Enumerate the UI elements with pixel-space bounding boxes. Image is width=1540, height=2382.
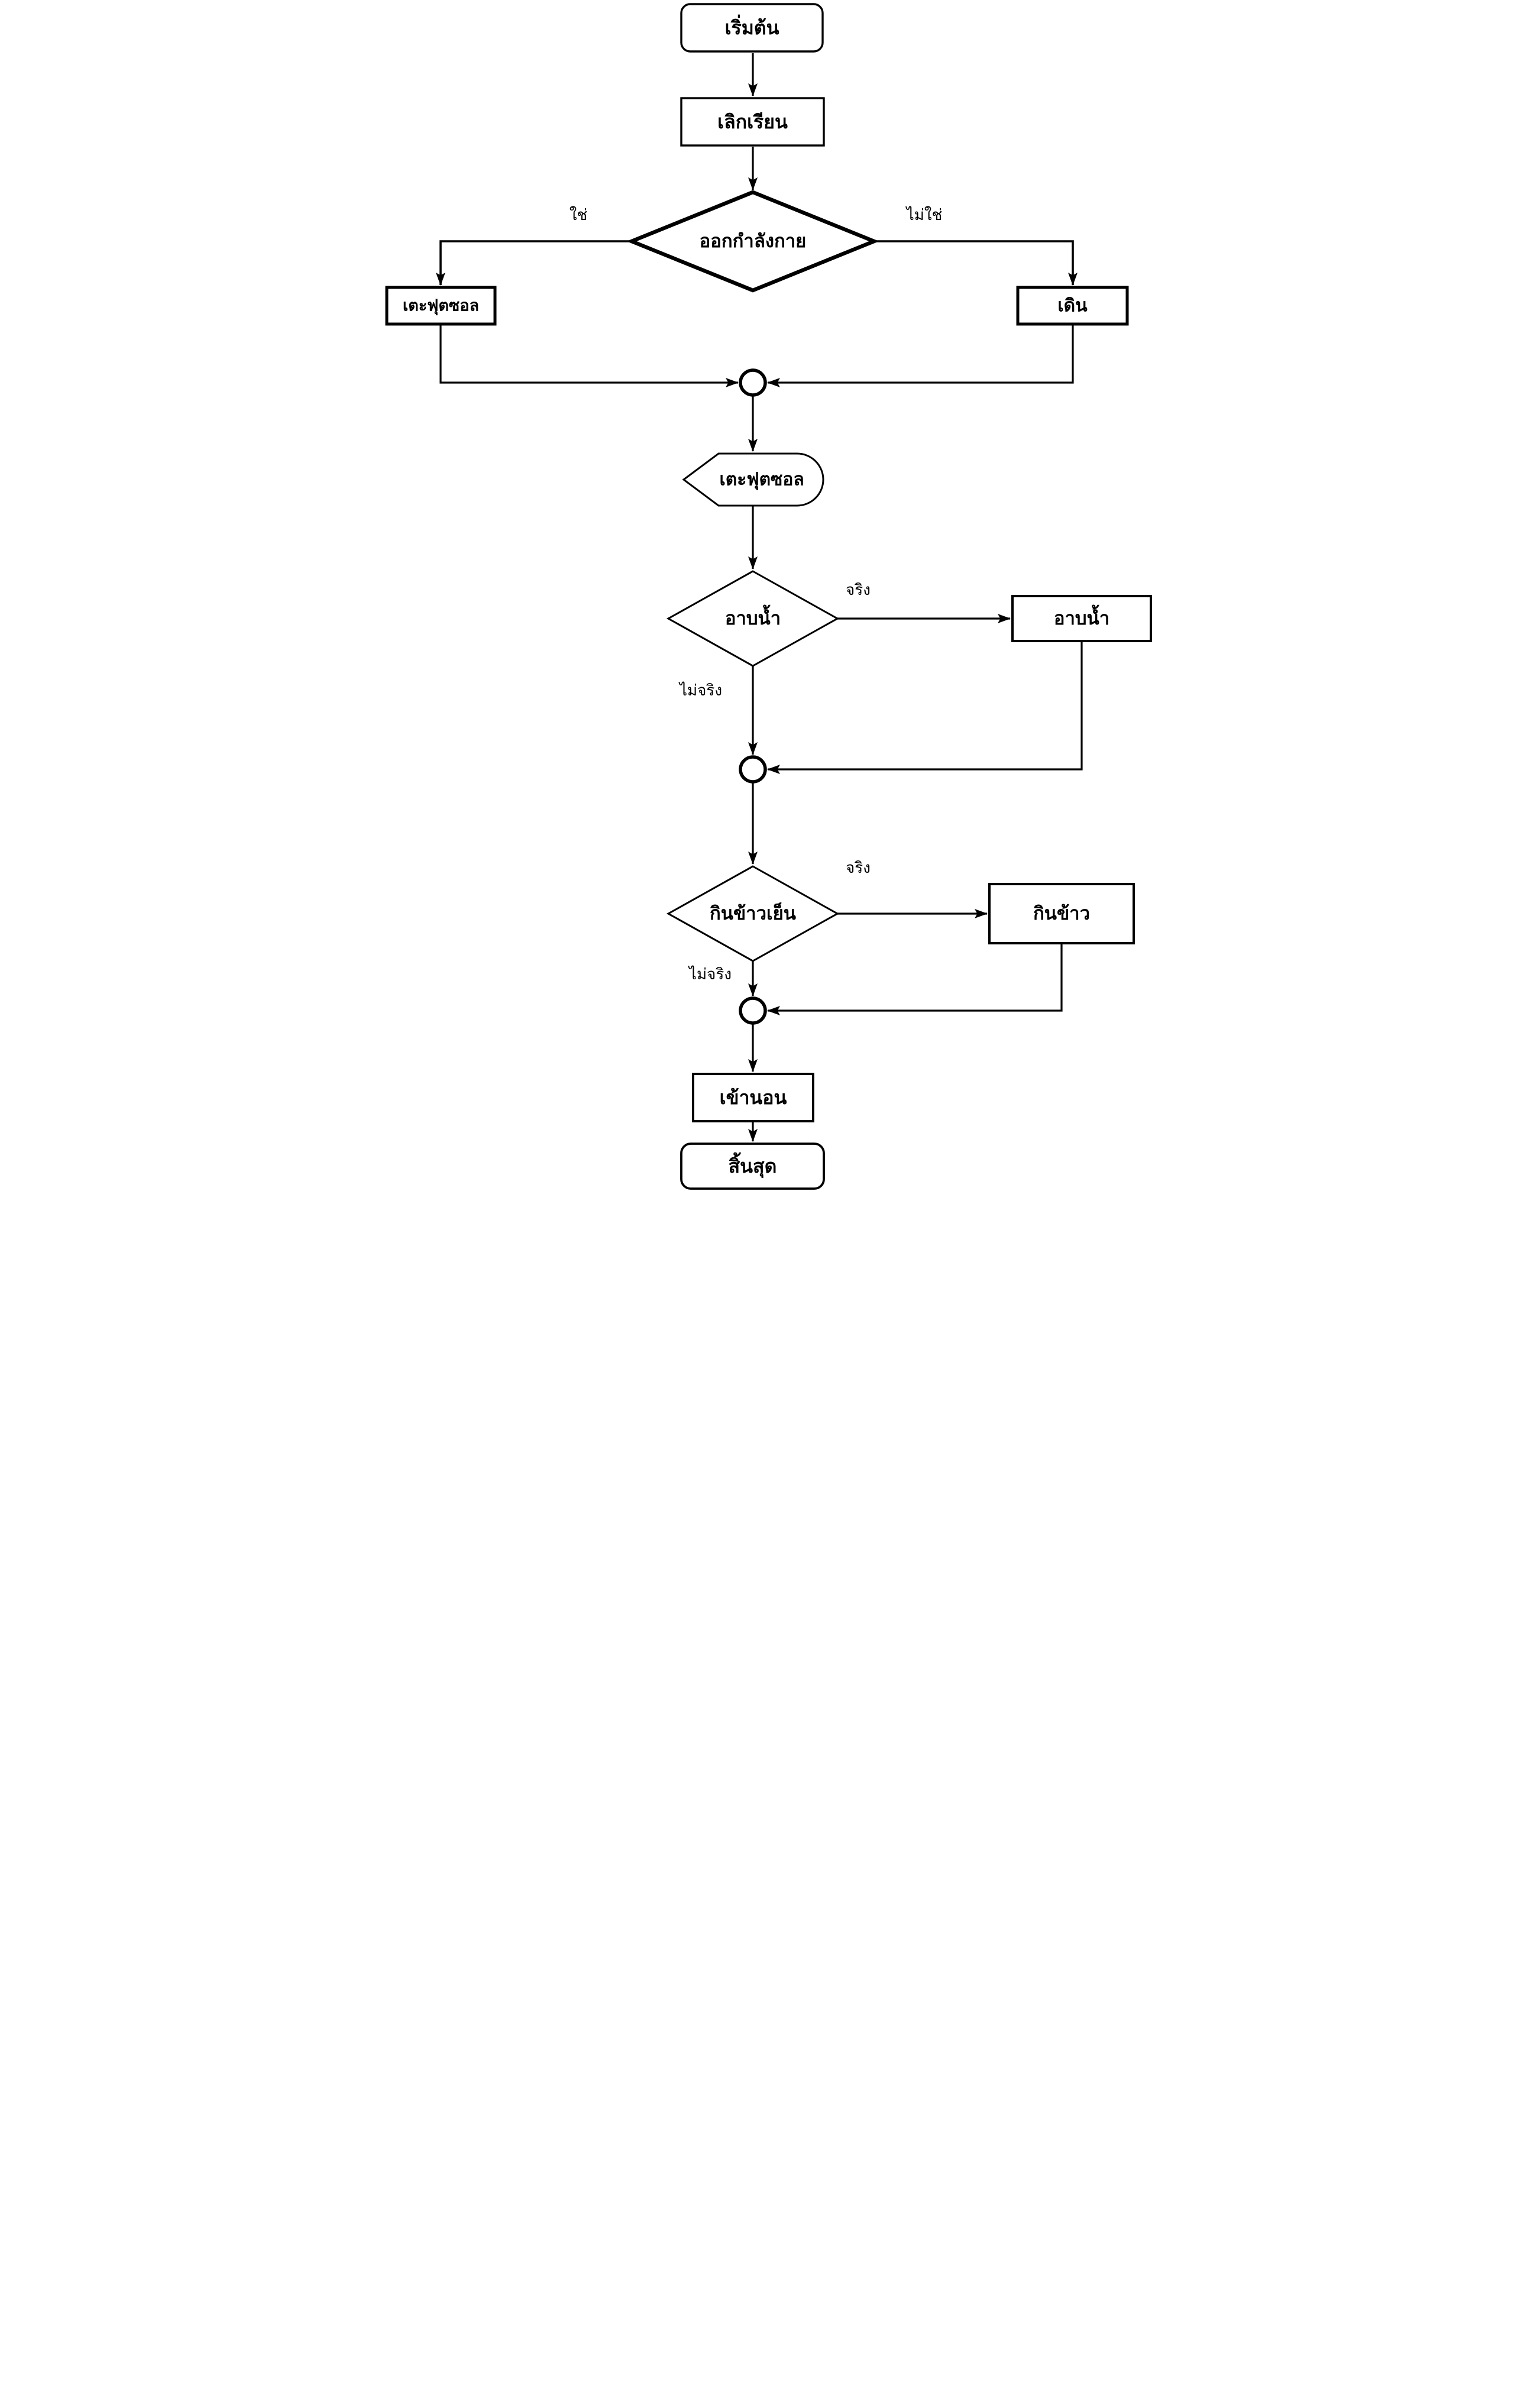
node-eat-process-label: กินข้าว	[1033, 903, 1090, 924]
flowchart-page	[385, 0, 1155, 1191]
edge-label-false-1: ไม่จริง	[679, 682, 723, 700]
node-start-terminator-label: เริ่มต้น	[724, 17, 779, 39]
node-after-school-process-label: เลิกเรียน	[717, 111, 788, 133]
node-play-futsal-process-label: เตะฟุตซอล	[402, 296, 480, 315]
edge-eat-process-to-merge-3	[768, 943, 1062, 1011]
node-end-terminator-label: สิ้นสุด	[728, 1155, 777, 1177]
node-play-futsal-process	[387, 287, 495, 324]
node-shower-decision	[668, 571, 837, 666]
node-go-to-bed-process	[693, 1074, 813, 1121]
node-exercise-decision	[632, 192, 874, 290]
node-eat-process	[989, 884, 1134, 943]
node-exercise-decision-label: ออกกำลังกาย	[699, 231, 807, 252]
edge-walk-to-merge-1	[768, 324, 1073, 383]
node-shower-process-label: อาบน้ำ	[1053, 608, 1110, 629]
edge-exercise-no-branch	[874, 241, 1073, 285]
node-walk-process	[1018, 287, 1127, 324]
node-futsal-display	[684, 454, 823, 506]
node-dinner-decision-label: กินข้าวเย็น	[710, 903, 796, 924]
edge-label-yes: ใช่	[569, 206, 588, 224]
node-shower-process	[1012, 596, 1151, 641]
node-start-terminator	[681, 4, 823, 51]
edge-label-no: ไม่ใช่	[906, 206, 943, 224]
edge-futsal-to-merge-1	[441, 324, 738, 383]
node-go-to-bed-process-label: เข้านอน	[719, 1086, 787, 1109]
node-futsal-display-label: เตะฟุตซอล	[719, 469, 804, 490]
node-merge-connector-3	[740, 998, 765, 1023]
node-merge-connector-1	[740, 370, 765, 395]
edge-label-true-1: จริง	[846, 581, 871, 599]
node-end-terminator	[681, 1144, 824, 1189]
node-merge-connector-1-shape	[740, 370, 765, 395]
node-merge-connector-2-shape	[740, 757, 765, 782]
node-merge-connector-3-shape	[740, 998, 765, 1023]
node-merge-connector-2	[740, 757, 765, 782]
edge-label-true-2: จริง	[846, 859, 871, 877]
node-dinner-decision	[668, 866, 837, 961]
edge-shower-process-to-merge-2	[768, 641, 1082, 769]
edge-label-false-2: ไม่จริง	[688, 966, 732, 983]
node-walk-process-label: เดิน	[1057, 295, 1088, 316]
flowchart-diagram	[385, 0, 1155, 1191]
edge-exercise-yes-branch	[441, 241, 632, 285]
node-after-school-process	[681, 98, 824, 145]
node-shower-decision-label: อาบน้ำ	[724, 608, 781, 629]
